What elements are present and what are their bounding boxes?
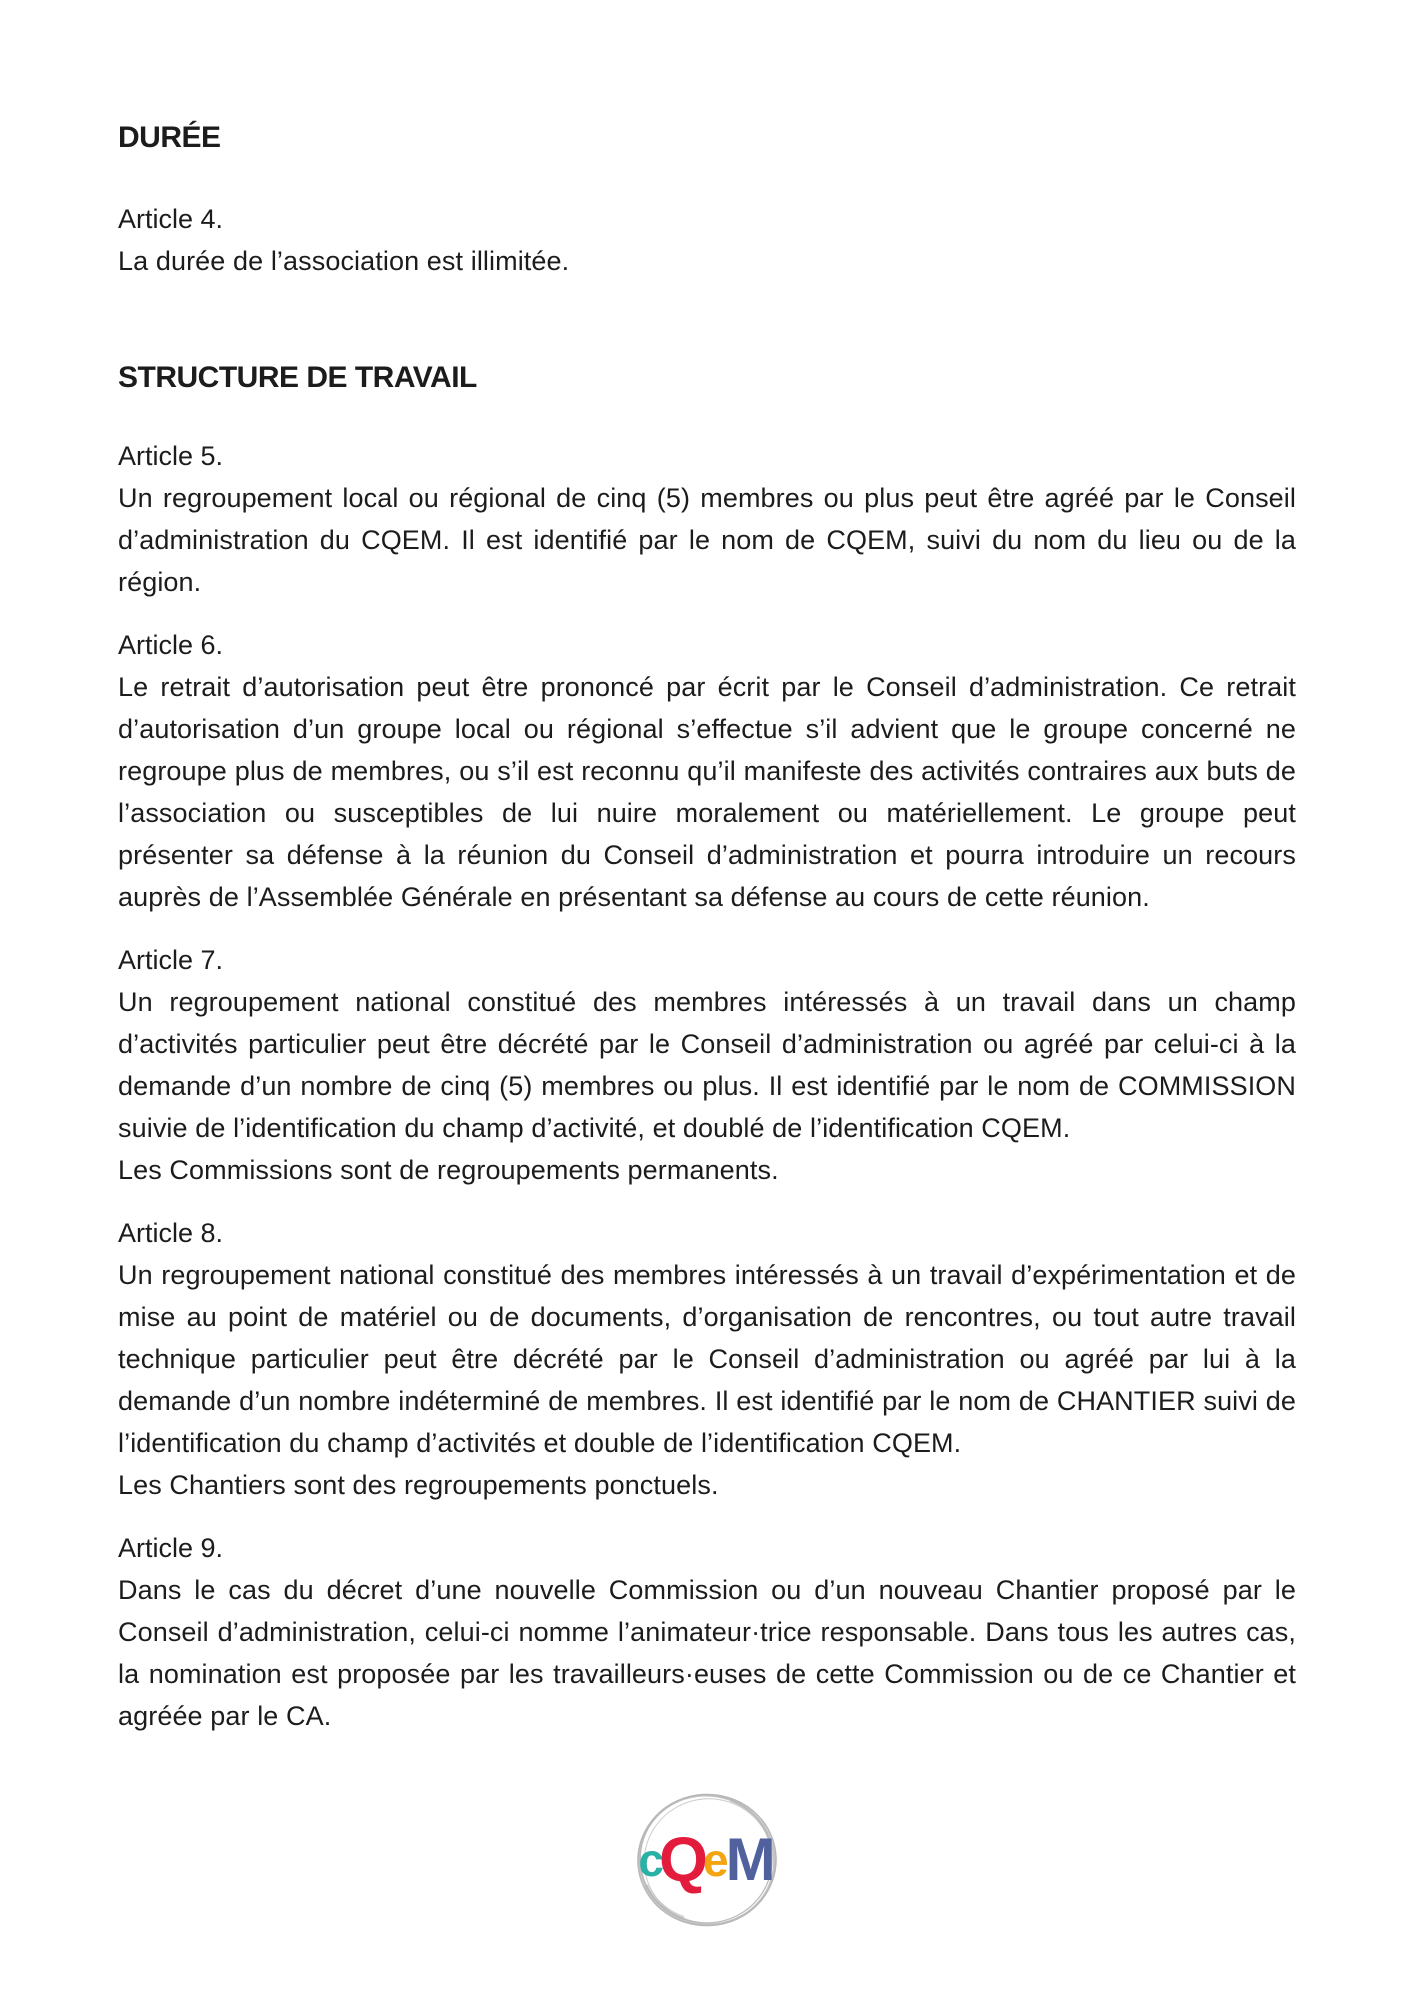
article-9 [118,1527,1296,1737]
article-5 [118,435,1296,603]
section-heading-structure-de-travail: STRUCTURE DE TRAVAIL [118,361,477,394]
article-paragraph: Un regroupement local ou régional de cinq (5) membres ou plus peut être agréé par le Conseil d’administration du CQEM. Il est identifié par le nom de CQEM, suivi du nom du lieu ou de la région. [118,483,1296,597]
article-paragraph: Dans le cas du décret d’une nouvelle Commission ou d’un nouveau Chantier proposé par le Conseil d’administration, celui-ci nomme l’animateur·trice responsable. Dans tous les autres cas, la nomination est proposée par les travailleurs·euses de cette Commission ou de ce Chantier et agréée par le CA. [118,1575,1296,1731]
article-6 [118,624,1296,918]
article-title: Article 7. [118,945,224,975]
article-title: Article 5. [118,441,224,471]
article-title: Article 6. [118,630,224,660]
article-paragraph: La durée de l’association est illimitée. [118,246,570,276]
article-paragraph: Un regroupement national constitué des membres intéressés à un travail dans un champ d’activités particulier peut être décrété par le Conseil d’administration ou agréé par celui-ci à la demande d’un nombre de cinq (5) membres ou plus. Il est identifié par le nom de COMMISSION suivie de l’identification du champ d’activité, et doublé de l’identification CQEM. [118,987,1296,1143]
article-8 [118,1212,1296,1506]
logo-letter-m: M [725,1826,776,1893]
article-title: Article 4. [118,204,224,234]
article-paragraph: Les Commissions sont de regroupements permanents. [118,1155,779,1185]
article-7 [118,939,1296,1191]
article-4 [118,198,1296,282]
logo-letter-c: c [638,1834,664,1886]
cqem-logo [634,1790,780,1930]
article-title: Article 8. [118,1218,224,1248]
logo-letter-e: e [703,1834,729,1886]
logo-wordmark [634,1790,780,1930]
article-title: Article 9. [118,1533,224,1563]
article-paragraph: Les Chantiers sont des regroupements ponctuels. [118,1470,719,1500]
section-heading-duree: DURÉE [118,121,221,154]
article-paragraph: Le retrait d’autorisation peut être prononcé par écrit par le Conseil d’administration. Ce retrait d’autorisation d’un groupe local ou régional s’effectue s’il advient que le groupe concerné ne regroupe plus de membres, ou s’il est reconnu qu’il manifeste des activités contraires aux buts de l’association ou susceptibles de lui nuire moralement ou matériellement. Le groupe peut présenter sa défense à la réunion du Conseil d’administration et pourra introduire un recours auprès de l’Assemblée Générale en présentant sa défense au cours de cette réunion. [118,672,1296,912]
logo-letter-q: Q [659,1824,709,1895]
article-paragraph: Un regroupement national constitué des membres intéressés à un travail d’expérimentation et de mise au point de matériel ou de documents, d’organisation de rencontres, ou tout autre travail technique particulier peut être décrété par le Conseil d’administration ou agréé par lui à la demande d’un nombre indéterminé de membres. Il est identifié par le nom de CHANTIER suivi de l’identification du champ d’activités et double de l’identification CQEM. [118,1260,1296,1458]
